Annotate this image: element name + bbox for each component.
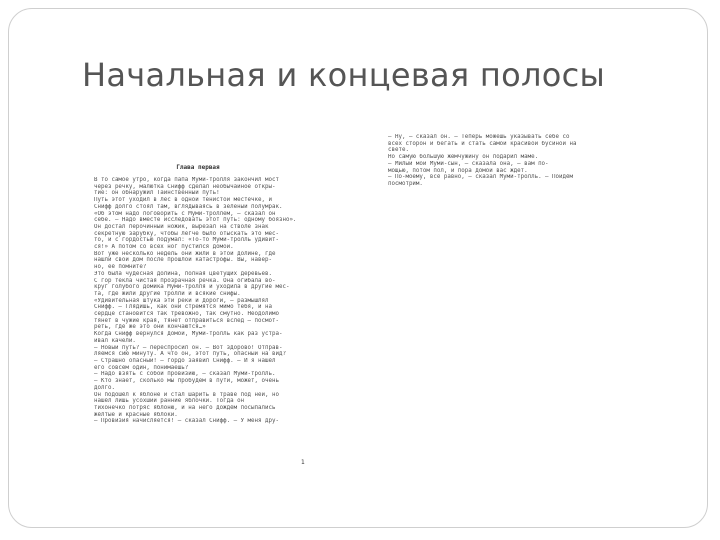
- text-line: нашли свой дом после прошлой катастрофы. Вы, навер-: [94, 257, 272, 264]
- text-line: — Кто знает, сколько мы пробудем в пути, может, очень: [94, 378, 279, 385]
- text-line: реть, где же это они кончаются…»: [94, 324, 206, 331]
- text-line: — Ну, — сказал он. — Теперь можешь указывать себе со: [388, 134, 570, 140]
- text-line: нашёл лишь усохший ранние яблочки. Тогда он: [94, 398, 245, 405]
- text-line: — По-моему, всё равно, — сказал Муми-тролль. — Пойдём: [388, 174, 573, 181]
- text-line: Снифф. — Глядишь, как они стремятся мимо тебя, и на: [94, 304, 272, 311]
- text-line: себе. — Надо вместе исследовать этот путь: одному боязно».: [94, 217, 297, 224]
- text-line: долго.: [94, 384, 115, 391]
- text-line: тие: он обнаружил Таинственный путь!: [94, 190, 220, 197]
- text-line: В то самое утро, когда папа Муми-тролля закончил мост: [94, 177, 279, 183]
- text-line: посмотрим.: [388, 180, 423, 187]
- text-line: ляемся сию минуту. А что он, этот путь, опасный на вид?: [94, 351, 286, 358]
- text-line: ивал качели.: [94, 337, 136, 344]
- text-line: «Об этом надо поговорить с Муми-троллем, — сказал он: [94, 210, 276, 217]
- text-line: круг голубого домика Муми-тролля и уходила в другие мес-: [94, 284, 290, 291]
- slide-title: Начальная и концевая полосы: [82, 56, 606, 94]
- text-line: Вот уже несколько недель они жили в этой долине, где: [94, 250, 276, 257]
- text-line: Снифф долго стоял там, вглядываясь в зеленый полумрак.: [94, 203, 283, 210]
- text-line: Но самую большую жемчужину он подарил маме.: [388, 154, 539, 161]
- text-line: но, её помните?: [94, 264, 147, 271]
- page-number: 1: [301, 459, 305, 466]
- text-line: С гор текла чистая прозрачная речка. Она огибала во-: [94, 277, 276, 284]
- text-line: — Новый путь? — переспросил он. — Вот здорово! Отправ-: [94, 344, 283, 351]
- opening-page-text: [94, 164, 302, 456]
- text-line: мощью, потом пол, и пора домой вас ждет.: [388, 167, 528, 174]
- text-line: та, где жили другие тролли и всякие снифы.: [94, 290, 241, 297]
- text-line: Он достал перочинный ножик, вырезал на стволе знак: [94, 223, 269, 230]
- text-line: Путь этот уходил в лес в одной тенистой местечке, и: [94, 197, 272, 204]
- text-line: жёлтые и красные яблоки.: [94, 411, 178, 418]
- text-line: — Страшно опасный! — гордо заявил Снифф. — И я нашёл: [94, 357, 276, 364]
- text-line: — Провизия начисляется! — сказал Снифф. — У меня дру-: [94, 418, 279, 425]
- text-line: Когда Снифф вернулся домой, Муми-тролль как раз устра-: [94, 331, 283, 338]
- text-line: свете.: [388, 147, 409, 154]
- text-line: тянет в чужие края, тянет отправиться вслед — посмот-: [94, 317, 279, 324]
- text-line: — Надо взять с собой провизию, — сказал Муми-тролль.: [94, 371, 276, 378]
- text-line: — Милый мой Муми-сын, — сказала она, — вам по-: [388, 160, 549, 167]
- text-line: тихонечко потряс яблоню, и на него дождём посыпались: [94, 404, 276, 411]
- text-line: всех сторон и бегать и стать самой красивой бусиной на: [388, 140, 577, 147]
- text-line: через речку, малютка Снифф сделал необычайное откры-: [94, 183, 276, 190]
- text-line: Он подошёл к яблоне и стал шарить в траве под ней, но: [94, 391, 279, 398]
- text-line: ся!» А потом со всех ног пустился домой.: [94, 244, 234, 251]
- text-line: Это была чудесная долина, полная цветущих деревьев.: [94, 270, 272, 277]
- text-line: его совсем один, понимаешь?: [94, 364, 189, 371]
- text-line: сердце становится так тревожно, так смутно. Неодолимо: [94, 311, 279, 318]
- closing-page-text: [388, 134, 598, 204]
- text-line: секретную зарубку, чтобы легче было отыскать это мес-: [94, 230, 279, 237]
- chapter-heading: Глава первая: [176, 164, 220, 171]
- text-line: «Удивительная штука эти реки и дороги, — размышлял: [94, 297, 269, 304]
- text-line: то, и с гордостью подумал: «То-то Муми-тролль удивит-: [94, 237, 279, 244]
